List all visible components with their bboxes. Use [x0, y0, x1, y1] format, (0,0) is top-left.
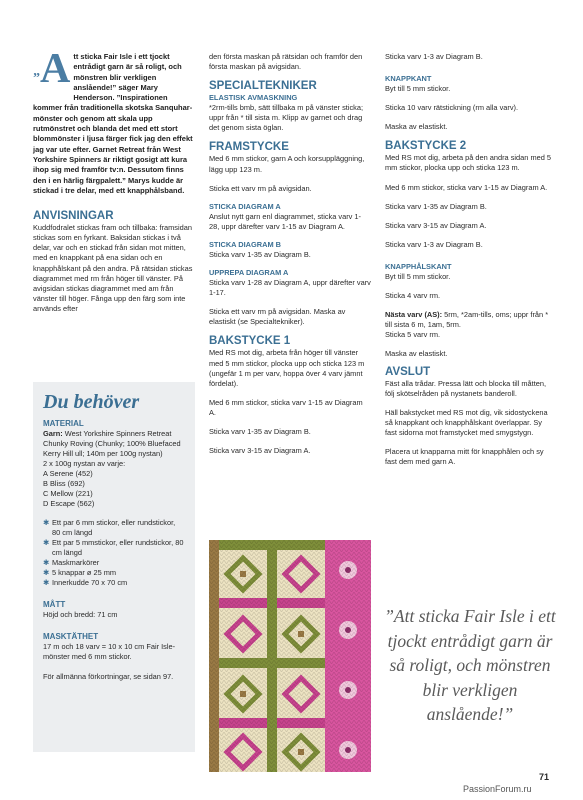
page-number: 71: [539, 772, 550, 782]
upprepa-heading: UPPREPA DIAGRAM A: [209, 268, 289, 278]
elastisk-heading: ELASTISK AVMASKNING: [209, 93, 298, 103]
bakstycke-1-text-1: Med RS mot dig, arbeta från höger till vänster med 5 mm stickor, plocka upp och sticka 123 m (ungefär 1 m per varv, hoppa över 4 varv jämnt fördelat).: [209, 348, 365, 388]
knapphalskant-heading: KNAPPHÅLSKANT: [385, 261, 452, 271]
bakstycke-1-heading: BAKSTYCKE 1: [209, 335, 291, 348]
framstycke-heading: FRAMSTYCKE: [209, 141, 289, 154]
knapphalskant-text-2: Sticka 4 varv rm.: [385, 291, 441, 301]
avslut-text-2: Häll bakstycket med RS mot dig, vik sidostyckena så knappkant och knapphålskant överlappar. Sy fast sidorna mot framstycket med smygstygn.: [385, 407, 548, 437]
color-3: C Mellow (221): [43, 489, 93, 498]
list-item: ✱ Ett par 5 mmstickor, eller rundstickor, 80 cm längd: [43, 538, 184, 557]
asterisk-icon: ✱: [43, 558, 50, 567]
knappkant-text-3: Maska av elastiskt.: [385, 122, 448, 132]
materials-box: [33, 382, 195, 752]
asterisk-icon: ✱: [43, 578, 50, 587]
yarn-count: 2 x 100g nystan av varje:: [43, 459, 126, 468]
knappkant-text-2: Sticka 10 varv rätstickning (rm alla varv).: [385, 103, 519, 113]
upprepa-text-2: Sticka ett varv rm på avigsidan. Maska av elastiskt (se Specialtekniker).: [209, 307, 346, 327]
bakstycke-2-text-4: Sticka varv 3-15 av Diagram A.: [385, 220, 487, 230]
list-item: ✱ Ett par 6 mm stickor, eller rundstickor, 80 cm längd: [43, 518, 176, 537]
list-item: ✱ Maskmarkörer: [43, 558, 100, 567]
knappkant-heading: KNAPPKANT: [385, 74, 432, 84]
upprepa-text: Sticka varv 1-28 av Diagram A, uppr därefter varv 1-17.: [209, 278, 371, 298]
bakstycke-1-text-4: Sticka varv 3-15 av Diagram A.: [209, 446, 311, 456]
avslut-text-1: Fäst alla trådar. Pressa lätt och blocka till måtten, följ skötselråden på nystanets banderoll.: [385, 378, 547, 398]
avslut-heading: AVSLUT: [385, 365, 431, 378]
bakstycke-2-text-2: Med 6 mm stickor, sticka varv 1-15 av Diagram A.: [385, 182, 548, 192]
diagram-a-heading: STICKA DIAGRAM A: [209, 201, 281, 211]
knapphalskant-text-1: Byt till 5 mm stickor.: [385, 271, 451, 281]
column-1: [33, 46, 195, 314]
diagram-b-text: Sticka varv 1-35 av Diagram B.: [209, 249, 311, 259]
bakstycke-2-text-5: Sticka varv 1-3 av Diagram B.: [385, 239, 483, 249]
intro-first: tt sticka Fair Isle i ett tjockt entrådigt garn är så roligt, och mönstren blir verkligen anslående!”: [73, 52, 182, 92]
col2-intro: den första maskan på rätsidan och framför den första maskan på avigsidan.: [209, 52, 363, 72]
matt-heading: MÅTT: [43, 600, 66, 609]
bakstycke-2-text-3: Sticka varv 1-35 av Diagram B.: [385, 201, 487, 211]
masktathet-heading: MASKTÄTHET: [43, 632, 99, 641]
bakstycke-1-text-2: Med 6 mm stickor, sticka varv 1-15 av Diagram A.: [209, 397, 363, 417]
bakstycke-2-heading: BAKSTYCKE 2: [385, 140, 467, 153]
framstycke-text-2: Sticka ett varv rm på avigsidan.: [209, 183, 312, 193]
watermark: PassionForum.ru: [463, 784, 532, 794]
avslut-text-3: Placera ut knapparna mitt för knapphålen och sy fast dem med garn A.: [385, 446, 544, 467]
nasta-varv-text: Nästa varv (AS): 5rm, *2am-tills, oms; uppr från * till sista 6 m, 1am, 5rm.: [385, 310, 549, 330]
material-heading: MATERIAL: [43, 419, 84, 428]
list-item: ✱ 5 knappar ø 25 mm: [43, 568, 117, 577]
abbreviations-note: För allmänna förkortningar, se sidan 97.: [43, 672, 174, 681]
color-4: D Escape (562): [43, 499, 95, 508]
bakstycke-1-text-3: Sticka varv 1-35 av Diagram B.: [209, 426, 311, 436]
intro-paragraph: [33, 46, 195, 196]
box-title: Du behöver: [43, 391, 140, 413]
col3-intro: Sticka varv 1-3 av Diagram B.: [385, 52, 483, 61]
pull-quote: ”Att sticka Fair Isle i ett tjockt entrådigt garn är så roligt, och mönstren blir verkligen anslående!”: [384, 606, 556, 724]
color-1: A Serene (452): [43, 469, 93, 478]
knitted-swatch-photo: [209, 540, 371, 772]
garn-text: Garn: West Yorkshire Spinners Retreat Chunky Roving (Chunky; 100% Bluefaced Kerry Hill ull; 140m per 100g nystan): [43, 429, 181, 458]
list-item: ✱ Innerkudde 70 x 70 cm: [43, 578, 128, 587]
diagram-a-text: Anslut nytt garn enl diagrammet, sticka varv 1-28, uppr därefter varv 1-15 av Diagram A.: [209, 211, 361, 231]
drop-cap: ”A: [33, 46, 71, 92]
anvisningar-heading: ANVISNINGAR: [33, 210, 114, 223]
matt-text: Höjd och bredd: 71 cm: [43, 610, 118, 619]
elastisk-text: *2rm-tills bmb, sätt tillbaka m på vänster sticka; uppr från * till sista m. Klipp av garnet och drag det genom sista öglan.: [209, 103, 364, 133]
knapphalskant-text-4: Maska av elastiskt.: [385, 349, 448, 359]
framstycke-text-1: Med 6 mm stickor, garn A och korsuppläggning, lägg upp 123 m.: [209, 154, 365, 174]
masktathet-text: 17 m och 18 varv = 10 x 10 cm Fair Isle-mönster med 6 mm stickor.: [43, 642, 176, 661]
specialtekniker-heading: SPECIALTEKNIKER: [209, 80, 317, 93]
knapphalskant-text-3: Sticka 5 varv rm.: [385, 330, 441, 340]
asterisk-icon: ✱: [43, 568, 50, 577]
column-3: [385, 52, 555, 467]
asterisk-icon: ✱: [43, 538, 50, 547]
color-2: B Bliss (692): [43, 479, 85, 488]
asterisk-icon: ✱: [43, 518, 50, 527]
open-quote: ”: [33, 71, 40, 86]
anvisningar-text: Kuddfodralet stickas fram och tillbaka: framsidan stickas som en fyrkant. Baksidan stickas i två delar, var och en stickad från sidan mot mitten, med en knappkant på ena sidan och en knapphålskant på den andra. På rätsidan stickas diagrammet med rm från höger till vänster. På avigsidan stickas diagrammet med am från vänster till höger. Fånga upp den färg som inte används efter: [33, 223, 193, 313]
intro-rest: säger Mary Henderson. ”Inspirationen kommer från traditionella skotska Sanquhar-mönster och genom att skala upp rutmönstret och blanda det med ett stort blommönster i ljusa färger fick jag den effekt jag var ute efter. Garnet Retreat från West Yorkshire Spinners är riktigt gosigt att kura ihop sig med framför tv:n. Dessutom finns den i en härlig färgpalett.” Marys kudde är stickad i tre delar, med ett knapphålsband.: [33, 82, 193, 195]
column-2: [209, 52, 371, 456]
bakstycke-2-text-1: Med RS mot dig, arbeta på den andra sidan med 5 mm stickor, plocka upp och sticka 123 m.: [385, 153, 551, 173]
diagram-b-heading: STICKA DIAGRAM B: [209, 239, 281, 249]
knappkant-text-1: Byt till 5 mm stickor.: [385, 84, 451, 94]
